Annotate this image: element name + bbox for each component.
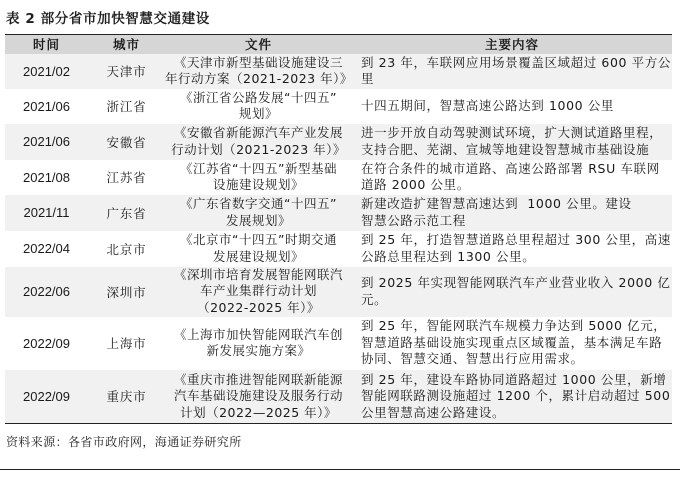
table-row [5, 124, 672, 160]
content-line: 十四五期间，智慧高速公路达到 1000 公里 [361, 97, 614, 113]
table-row [5, 317, 672, 370]
cell-content [352, 231, 672, 267]
cell-city: 安徽省 [106, 134, 147, 150]
table-row [5, 195, 672, 231]
cell-time: 2021/06 [23, 98, 70, 114]
source-note: 资料来源：各省市政府网，海通证券研究所 [6, 435, 242, 449]
table-row [5, 267, 672, 317]
content-line: 到 2025 年实现智能网联汽车产业营业收入 2000 亿 [361, 275, 671, 290]
cell-content [352, 89, 672, 124]
cell-city: 天津市 [106, 64, 147, 79]
cell-content [352, 267, 672, 317]
bottom-divider [0, 469, 680, 470]
content-line: 到 25 年，打造智慧道路总里程超过 300 公里，高速 [361, 232, 671, 247]
cell-content [352, 54, 672, 89]
file-line: 新发展实施方案》 [206, 343, 311, 358]
content-line: 智慧公路示范工程 [361, 212, 466, 228]
table-header-row [5, 35, 672, 54]
content-line: 新建改造扩建智慧高速达到 1000 公里。建设 [361, 196, 632, 211]
header-city: 城市 [112, 37, 140, 53]
table-row [5, 89, 672, 124]
file-line: 计划（2022—2025 年）》 [180, 404, 337, 420]
header-content: 主要内容 [484, 37, 539, 53]
cell-file [165, 370, 352, 424]
content-line: 智慧道路基础设施实现重点区域覆盖，基本满足车路 [361, 334, 663, 350]
file-line: 《深圳市培育发展智能网联汽 [173, 266, 343, 282]
cell-city: 上海市 [106, 336, 147, 351]
cell-content [352, 317, 672, 370]
cell-city: 重庆市 [106, 389, 147, 405]
table-row [5, 54, 672, 89]
cell-time: 2022/09 [23, 388, 70, 404]
table-row [5, 370, 672, 424]
cell-content [352, 160, 672, 195]
file-line: 车产业集群行动计划 [199, 283, 317, 299]
cell-time: 2022/06 [23, 284, 70, 299]
header-file: 文件 [244, 37, 272, 53]
file-line: 《天津市新型基础设施建设三 [173, 54, 343, 70]
file-line: 行动计划（2021-2023 年）》 [171, 141, 346, 157]
cell-file [165, 231, 352, 267]
cell-time: 2021/02 [23, 63, 70, 79]
cell-city: 浙江省 [106, 99, 147, 114]
cell-time: 2022/04 [23, 241, 70, 256]
cell-file [165, 89, 352, 124]
cell-time: 2021/11 [23, 205, 70, 220]
policy-table [5, 34, 672, 424]
file-line: 《江苏省“十四五”新型基础 [180, 160, 337, 176]
cell-time: 2021/08 [23, 169, 70, 185]
content-line: 公路总里程达到 1300 公里。 [361, 248, 536, 264]
file-line: 发展规划》 [225, 212, 291, 228]
cell-time: 2021/06 [23, 134, 70, 149]
cell-file [165, 267, 352, 317]
cell-content [352, 124, 672, 160]
file-line: 年行动方案（2021-2023 年）》 [165, 71, 353, 86]
cell-file [165, 317, 352, 370]
content-line: 到 25 年，建设车路协同道路超过 1000 公里，新增 [361, 371, 667, 387]
cell-content [352, 370, 672, 424]
file-line: 《上海市加快智能网联汽车创 [173, 326, 343, 342]
content-line: 进一步开放自动驾驶测试环境，扩大测试道路里程， [361, 125, 663, 140]
header-time: 时间 [32, 37, 60, 53]
cell-city: 江苏省 [106, 170, 147, 185]
content-line: 里 [361, 71, 375, 86]
file-line: 设施建设规划》 [212, 177, 304, 192]
table-title: 表 2 部分省市加快智慧交通建设 [6, 11, 210, 27]
file-line: （2022-2025 年）》 [197, 299, 320, 315]
file-line: 《广东省数字交通“十四五” [180, 196, 337, 211]
file-line: 《浙江省公路发展“十四五” [180, 89, 337, 105]
file-line: 《北京市“十四五”时期交通 [180, 232, 337, 247]
cell-city: 北京市 [106, 241, 147, 257]
file-line: 《安徽省新能源汽车产业发展 [173, 125, 343, 140]
content-line: 道路 2000 公里。 [361, 177, 470, 192]
file-line: 规划》 [238, 106, 278, 121]
file-line: 发展建设规划》 [212, 248, 304, 264]
file-line: 《重庆市推进智能网联新能源 [173, 371, 343, 387]
content-line: 在符合条件的城市道路、高速公路部署 RSU 车联网 [361, 160, 660, 176]
cell-content [352, 195, 672, 231]
cell-time: 2022/09 [23, 335, 70, 351]
cell-file [165, 124, 352, 160]
cell-city: 广东省 [106, 205, 147, 221]
cell-city: 深圳市 [106, 284, 147, 300]
cell-file [165, 195, 352, 231]
file-line: 汽车基础设施建设及服务行动 [173, 388, 343, 403]
content-line: 到 25 年，智能网联汽车规模力争达到 5000 亿元， [361, 318, 667, 334]
content-line: 公里智慧高速公路建设。 [361, 404, 506, 420]
content-line: 支持合肥、芜湖、宣城等地建设智慧城市基础设施 [361, 141, 650, 157]
content-line: 智能网联路测设施超过 1200 个，累计启动超过 500 [361, 388, 671, 403]
cell-file [165, 160, 352, 195]
content-line: 协同、智慧交通、智慧出行应用需求。 [361, 351, 584, 367]
table-row [5, 231, 672, 267]
table-row [5, 160, 672, 195]
content-line: 元。 [361, 291, 388, 307]
content-line: 到 23 年，车联网应用场景覆盖区域超过 600 平方公 [361, 54, 671, 70]
cell-file [165, 54, 352, 89]
